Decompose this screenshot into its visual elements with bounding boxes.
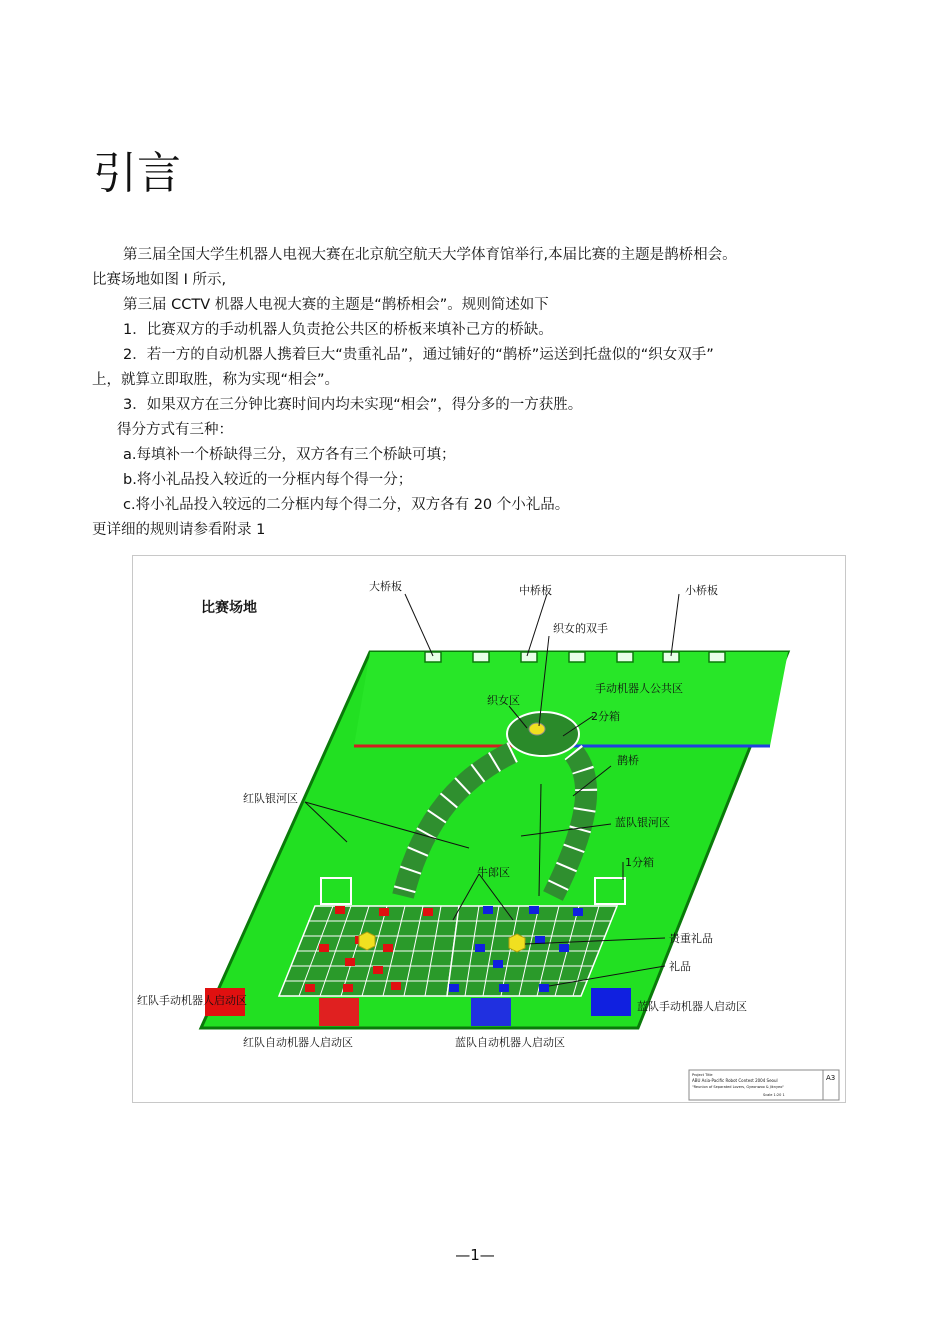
label-blue-manual-start: 蓝队手动机器人启动区 — [637, 1000, 747, 1013]
label-magpie-bridge: 鹊桥 — [617, 754, 639, 767]
label-cowherd-zone: 牛郎区 — [477, 866, 510, 879]
field-figure — [132, 555, 846, 1103]
label-precious-gift: 贵重礼品 — [669, 932, 713, 945]
label-big-plank: 大桥板 — [369, 580, 402, 593]
label-weaver-zone: 织女区 — [487, 694, 520, 707]
label-gift: 礼品 — [669, 960, 691, 973]
label-mid-plank: 中桥板 — [519, 584, 552, 597]
label-small-plank: 小桥板 — [685, 584, 718, 597]
rule-3: 3．如果双方在三分钟比赛时间内均未实现“相会”，得分多的一方获胜。 — [123, 397, 583, 413]
intro-paragraph-line2: 比赛场地如图 I 所示, — [92, 272, 227, 288]
weaver-zone-platform — [507, 712, 579, 756]
label-2pt-box: 2分箱 — [591, 710, 620, 723]
appendix-reference: 更详细的规则请参看附录 1 — [92, 522, 266, 538]
title-block-line2: "Reunion of Separated Lovers, Gyeonwoo & Jiknyeo" — [692, 1085, 784, 1089]
blue-auto-start-zone — [471, 998, 511, 1026]
label-blue-auto-start: 蓝队自动机器人启动区 — [455, 1036, 565, 1049]
label-blue-river-zone: 蓝队银河区 — [615, 816, 670, 829]
title-block-line1: ABU Asia-Pacific Robot Contest 2004 Seoul — [692, 1078, 778, 1083]
red-precious-gift-icon — [359, 932, 375, 950]
title-block-line3: Scale 1:20 1 — [763, 1093, 785, 1097]
label-red-manual-start: 红队手动机器人启动区 — [137, 994, 247, 1007]
blue-precious-gift-icon — [509, 934, 525, 952]
field-diagram — [133, 556, 845, 1102]
theme-paragraph: 第三届 CCTV 机器人电视大赛的主题是“鹊桥相会”。规则简述如下 — [123, 297, 549, 313]
scoring-c: c.将小礼品投入较远的二分框内每个得二分，双方各有 20 个小礼品。 — [123, 497, 570, 513]
label-weaver-hands: 织女的双手 — [553, 622, 608, 635]
label-manual-public-zone: 手动机器人公共区 — [595, 682, 683, 695]
blue-manual-start-zone — [591, 988, 631, 1016]
figure-heading: 比赛场地 — [201, 600, 257, 616]
label-red-river-zone: 红队银河区 — [243, 792, 298, 805]
page-number: —1— — [455, 1246, 495, 1264]
label-1pt-box: 1分箱 — [625, 856, 654, 869]
rule-2-line1: 2．若一方的自动机器人携着巨大“贵重礼品”，通过铺好的“鹊桥”运送到托盘似的“织女双手” — [123, 347, 714, 363]
scoring-intro: 得分方式有三种： — [117, 422, 233, 438]
weaver-hands-icon — [529, 723, 545, 735]
title-block-line0: Project Title — [692, 1073, 713, 1077]
title-block-corner: A3 — [826, 1074, 836, 1082]
drawing-title-block — [689, 1070, 839, 1100]
rule-2-line2: 上，就算立即取胜，称为实现“相会”。 — [92, 372, 340, 388]
scoring-a: a.每填补一个桥缺得三分，双方各有三个桥缺可填； — [123, 447, 456, 463]
page-title: 引言 — [93, 148, 181, 199]
rule-1: 1．比赛双方的手动机器人负责抢公共区的桥板来填补己方的桥缺。 — [123, 322, 553, 338]
label-red-auto-start: 红队自动机器人启动区 — [243, 1036, 353, 1049]
intro-paragraph-line1: 第三届全国大学生机器人电视大赛在北京航空航天大学体育馆举行,本届比赛的主题是鹊桥相会。 — [123, 247, 737, 263]
red-auto-start-zone — [319, 998, 359, 1026]
scoring-b: b.将小礼品投入较近的一分框内每个得一分； — [123, 472, 413, 488]
